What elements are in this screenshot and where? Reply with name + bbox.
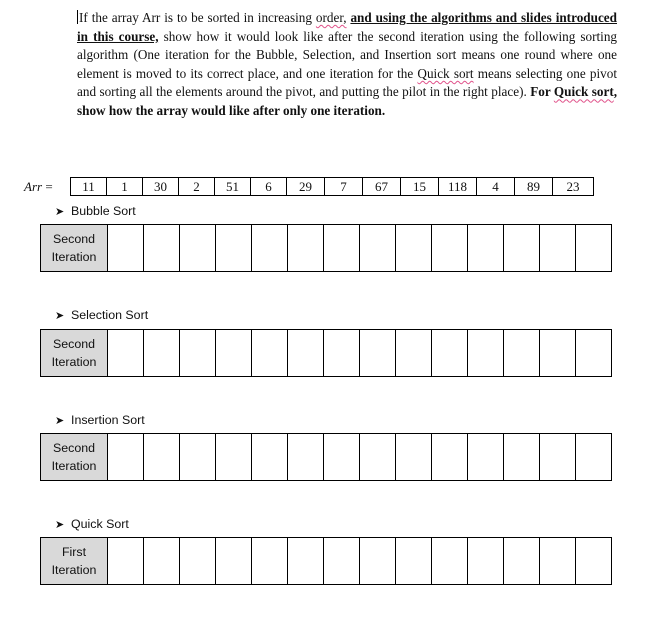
- row-label: [41, 330, 108, 377]
- answer-cell[interactable]: [360, 330, 396, 377]
- row-label-line: Second: [52, 337, 96, 351]
- quick-sort-heading: [55, 517, 129, 531]
- array-cell: 4: [477, 178, 515, 196]
- answer-cell[interactable]: [432, 434, 468, 481]
- answer-cell[interactable]: [180, 330, 216, 377]
- answer-cell[interactable]: [108, 330, 144, 377]
- answer-cell[interactable]: [576, 330, 612, 377]
- answer-cell[interactable]: [108, 434, 144, 481]
- answer-cell[interactable]: [360, 538, 396, 585]
- question-text: means selecting one pivot and sorting all the elements around the pivot, and putting the pilot in the right place).: [77, 65, 618, 100]
- emphasis-text: For: [530, 84, 554, 100]
- array-cell: 2: [179, 178, 215, 196]
- answer-cell[interactable]: [540, 538, 576, 585]
- row-label-line: Second: [52, 232, 96, 246]
- section-title: Quick Sort: [71, 517, 129, 531]
- answer-cell[interactable]: [540, 225, 576, 272]
- selection-sort-answer-row: [40, 329, 612, 377]
- emphasis-text: , show how the array would like after only one iteration.: [77, 84, 618, 118]
- answer-cell[interactable]: [468, 225, 504, 272]
- answer-cell[interactable]: [396, 434, 432, 481]
- answer-cell[interactable]: [468, 330, 504, 377]
- question-paragraph: [77, 9, 617, 121]
- answer-cell[interactable]: [252, 538, 288, 585]
- answer-cell[interactable]: [396, 225, 432, 272]
- answer-cell[interactable]: [324, 434, 360, 481]
- answer-cell[interactable]: [468, 538, 504, 585]
- answer-cell[interactable]: [180, 225, 216, 272]
- answer-cell[interactable]: [252, 330, 288, 377]
- section-title: Bubble Sort: [71, 204, 136, 218]
- section-title: Insertion Sort: [71, 413, 145, 427]
- emphasis-text: and using the algorithms and slides introduced in this course,: [77, 10, 617, 44]
- array-cell: 30: [143, 178, 179, 196]
- array-cell: 1: [107, 178, 143, 196]
- answer-cell[interactable]: [468, 434, 504, 481]
- answer-cell[interactable]: [504, 225, 540, 272]
- answer-cell[interactable]: [324, 330, 360, 377]
- answer-cell[interactable]: [504, 330, 540, 377]
- answer-cell[interactable]: [504, 538, 540, 585]
- answer-cell[interactable]: [108, 225, 144, 272]
- answer-cell[interactable]: [216, 225, 252, 272]
- answer-cell[interactable]: [180, 538, 216, 585]
- answer-cell[interactable]: [288, 225, 324, 272]
- question-text: show how it would look like after the second iteration using the following sorting algorithm (One iteration for the Bubble, Selection, and Insertion sort means one round where one element is moved to its correct place, and one iteration for the: [77, 28, 618, 81]
- question-text: If the array Arr is to be sorted in increasing: [79, 10, 316, 25]
- array-cell: 7: [325, 178, 363, 196]
- text-cursor: [77, 10, 78, 24]
- row-label-line: Second: [52, 441, 96, 455]
- answer-cell[interactable]: [108, 538, 144, 585]
- answer-cell[interactable]: [576, 538, 612, 585]
- array-cell: 51: [215, 178, 251, 196]
- section-title: Selection Sort: [71, 308, 149, 322]
- answer-cell[interactable]: [324, 225, 360, 272]
- answer-cell[interactable]: [360, 434, 396, 481]
- answer-cell[interactable]: [432, 225, 468, 272]
- array-cell: 6: [251, 178, 287, 196]
- answer-cell[interactable]: [144, 538, 180, 585]
- array-cell: 11: [71, 178, 107, 196]
- bubble-sort-heading: [55, 204, 136, 218]
- answer-cell[interactable]: [432, 538, 468, 585]
- array-table: [70, 177, 594, 196]
- answer-cell[interactable]: [396, 538, 432, 585]
- answer-cell[interactable]: [324, 538, 360, 585]
- row-label-line: Iteration: [51, 355, 97, 369]
- answer-cell[interactable]: [540, 434, 576, 481]
- row-label-line: Iteration: [51, 459, 97, 473]
- insertion-sort-answer-row: [40, 433, 612, 481]
- array-label: [24, 179, 53, 195]
- bullet-arrow-icon: ➤: [55, 519, 65, 531]
- answer-cell[interactable]: [288, 330, 324, 377]
- answer-cell[interactable]: [288, 538, 324, 585]
- equals-sign: =: [42, 179, 53, 194]
- row-label-line: Iteration: [51, 563, 97, 577]
- answer-cell[interactable]: [540, 330, 576, 377]
- spellcheck-word: Quick sort: [417, 65, 474, 81]
- row-label-line: First: [61, 545, 87, 559]
- row-label-line: Iteration: [51, 250, 97, 264]
- bullet-arrow-icon: ➤: [55, 415, 65, 427]
- answer-cell[interactable]: [576, 225, 612, 272]
- array-cell: 89: [515, 178, 553, 196]
- insertion-sort-heading: [55, 413, 145, 427]
- answer-cell[interactable]: [144, 434, 180, 481]
- bullet-arrow-icon: ➤: [55, 206, 65, 218]
- row-label: [41, 538, 108, 585]
- answer-cell[interactable]: [216, 330, 252, 377]
- answer-cell[interactable]: [504, 434, 540, 481]
- answer-cell[interactable]: [180, 434, 216, 481]
- answer-cell[interactable]: [144, 225, 180, 272]
- answer-cell[interactable]: [396, 330, 432, 377]
- row-label: [41, 225, 108, 272]
- answer-cell[interactable]: [252, 225, 288, 272]
- spellcheck-word: order,: [315, 10, 347, 25]
- emphasis-text: Quick sort: [553, 84, 614, 100]
- answer-cell[interactable]: [360, 225, 396, 272]
- answer-cell[interactable]: [288, 434, 324, 481]
- answer-cell[interactable]: [216, 538, 252, 585]
- array-cell: 23: [553, 178, 594, 196]
- array-cell: 118: [439, 178, 477, 196]
- array-cell: 29: [287, 178, 325, 196]
- answer-cell[interactable]: [252, 434, 288, 481]
- array-cell: 67: [363, 178, 401, 196]
- row-label: [41, 434, 108, 481]
- answer-cell[interactable]: [576, 434, 612, 481]
- answer-cell[interactable]: [432, 330, 468, 377]
- selection-sort-heading: [55, 308, 148, 322]
- answer-cell[interactable]: [144, 330, 180, 377]
- bubble-sort-answer-row: [40, 224, 612, 272]
- array-cell: 15: [401, 178, 439, 196]
- array-name: Arr: [24, 179, 43, 194]
- answer-cell[interactable]: [216, 434, 252, 481]
- bullet-arrow-icon: ➤: [55, 310, 65, 322]
- quick-sort-answer-row: [40, 537, 612, 585]
